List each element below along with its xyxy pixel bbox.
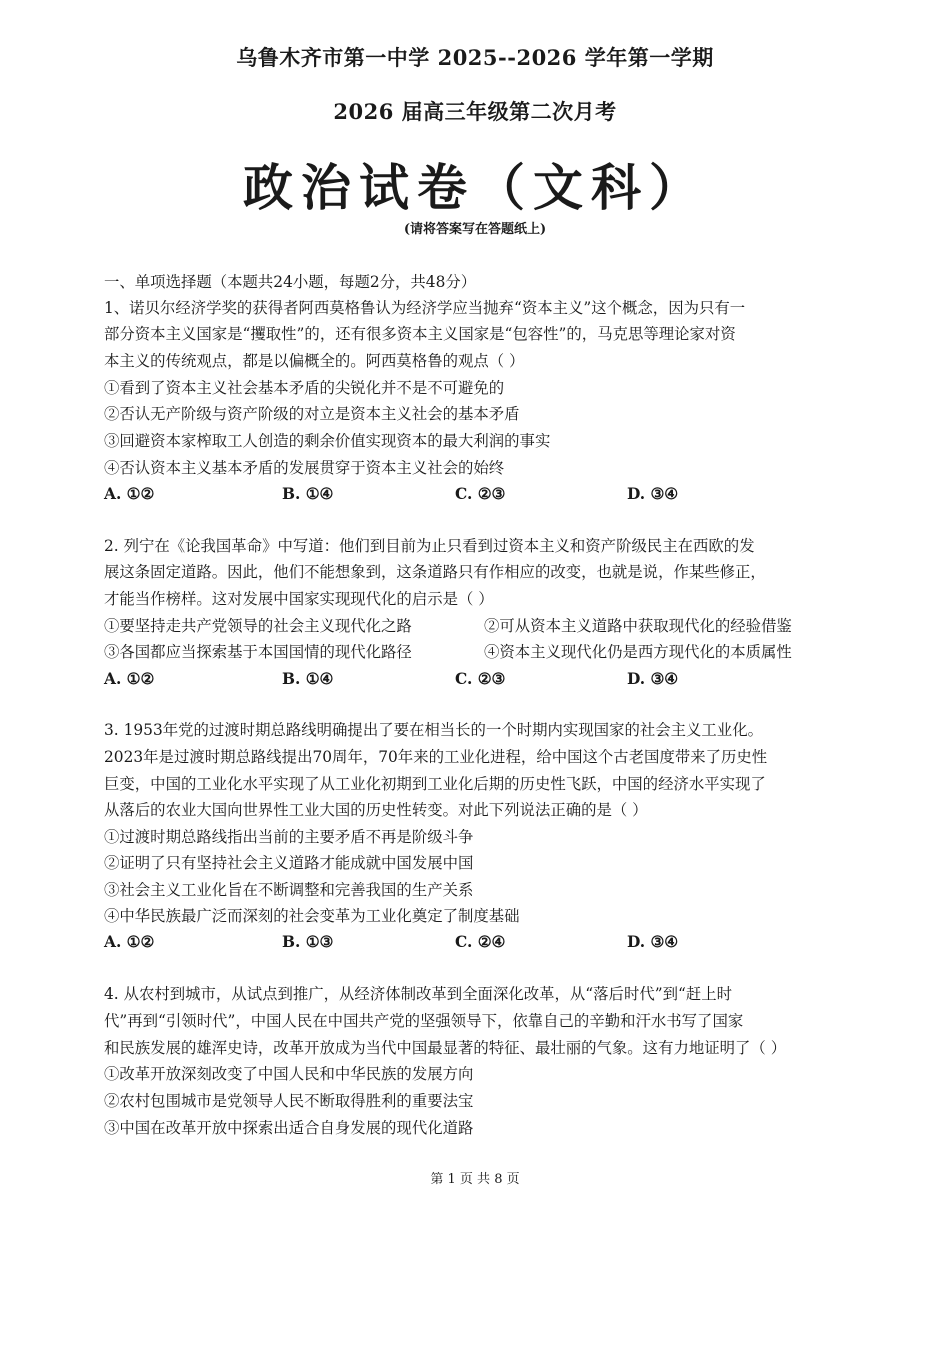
option-c: C. ②③ (455, 485, 506, 503)
option-d: D. ③④ (627, 933, 679, 951)
option-a: A. ①② (104, 670, 155, 688)
paper-title: 政治试卷（文科） (243, 158, 707, 217)
question-stem-line: 展这条固定道路。因此，他们不能想象到，这条道路只有作相应的改变，也就是说，作某些修正， (104, 563, 766, 581)
question-stem-line: 代”再到“引领时代”，中国人民在中国共产党的坚强领导下，依靠自己的辛勤和汗水书写了国家 (104, 1012, 744, 1030)
statement-4: ④否认资本主义基本矛盾的发展贯穿于资本主义社会的始终 (104, 459, 505, 477)
question-stem-line: 从落后的农业大国向世界性工业大国的历史性转变。对此下列说法正确的是（ ） (104, 801, 648, 819)
question-stem-line: 和民族发展的雄浑史诗，改革开放成为当代中国最显著的特征、最壮丽的气象。这有力地证明了（ ） (104, 1039, 787, 1057)
question-stem-line: 1、诺贝尔经济学奖的获得者阿西莫格鲁认为经济学应当抛弃“资本主义”这个概念，因为只有一 (104, 299, 746, 317)
question-stem-line: 4. 从农村到城市，从试点到推广，从经济体制改革到全面深化改革，从“落后时代”到“赶上时 (104, 985, 733, 1003)
question-stem-line: 才能当作榜样。这对发展中国家实现现代化的启示是（ ） (104, 590, 494, 608)
option-a: A. ①② (104, 933, 155, 951)
statement-1: ①看到了资本主义社会基本矛盾的尖锐化并不是不可避免的 (104, 379, 505, 397)
statement-3: ③中国在改革开放中探索出适合自身发展的现代化道路 (104, 1119, 474, 1137)
statement-2: ②证明了只有坚持社会主义道路才能成就中国发展中国 (104, 854, 474, 872)
option-c: C. ②③ (455, 670, 506, 688)
statement-2: ②可从资本主义道路中获取现代化的经验借鉴 (484, 617, 792, 635)
option-b: B. ①③ (282, 933, 334, 951)
statement-4: ④资本主义现代化仍是西方现代化的本质属性 (484, 643, 792, 661)
option-b: B. ①④ (282, 485, 334, 503)
question-stem-line: 巨变，中国的工业化水平实现了从工业化初期到工业化后期的历史性飞跃，中国的经济水平实现了 (104, 775, 766, 793)
statement-3: ③各国都应当探索基于本国国情的现代化路径 (104, 643, 412, 661)
statement-4: ④中华民族最广泛而深刻的社会变革为工业化奠定了制度基础 (104, 907, 520, 925)
exam-line: 2026 届高三年级第二次月考 (333, 99, 617, 124)
page-number: 第 1 页 共 8 页 (430, 1172, 520, 1187)
option-d: D. ③④ (627, 485, 679, 503)
option-c: C. ②④ (455, 933, 506, 951)
option-d: D. ③④ (627, 670, 679, 688)
answer-instruction: (请将答案写在答题纸上) (403, 222, 547, 237)
statement-3: ③社会主义工业化旨在不断调整和完善我国的生产关系 (104, 881, 474, 899)
question-stem-line: 本主义的传统观点，都是以偏概全的。阿西莫格鲁的观点（ ） (104, 352, 525, 370)
option-b: B. ①④ (282, 670, 334, 688)
option-a: A. ①② (104, 485, 155, 503)
statement-2: ②否认无产阶级与资产阶级的对立是资本主义社会的基本矛盾 (104, 405, 520, 423)
question-stem-line: 2. 列宁在《论我国革命》中写道：他们到目前为止只看到过资本主义和资产阶级民主在西欧的发 (104, 537, 755, 555)
statement-1: ①要坚持走共产党领导的社会主义现代化之路 (104, 617, 412, 635)
statement-2: ②农村包围城市是党领导人民不断取得胜利的重要法宝 (104, 1092, 474, 1110)
question-stem-line: 3. 1953年党的过渡时期总路线明确提出了要在相当长的一个时期内实现国家的社会主义工业化。 (104, 721, 763, 739)
section-title: 一、单项选择题（本题共24小题，每题2分，共48分） (104, 273, 477, 291)
statement-1: ①过渡时期总路线指出当前的主要矛盾不再是阶级斗争 (104, 828, 474, 846)
question-stem-line: 2023年是过渡时期总路线提出70周年，70年来的工业化进程，给中国这个古老国度带来了历史性 (104, 748, 768, 766)
statement-3: ③回避资本家榨取工人创造的剩余价值实现资本的最大利润的事实 (104, 432, 551, 450)
school-line: 乌鲁木齐市第一中学 2025--2026 学年第一学期 (236, 45, 714, 70)
statement-1: ①改革开放深刻改变了中国人民和中华民族的发展方向 (104, 1065, 474, 1083)
question-stem-line: 部分资本主义国家是“攫取性”的，还有很多资本主义国家是“包容性”的，马克思等理论家对资 (104, 325, 736, 343)
